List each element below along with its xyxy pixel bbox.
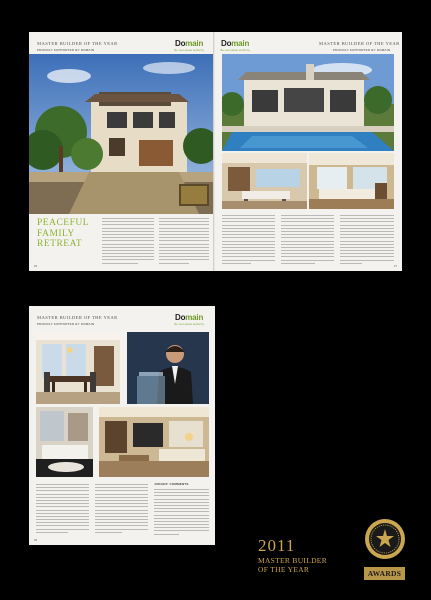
page-kicker: MASTER BUILDER OF THE YEAR [37, 315, 118, 320]
house-pool-photo [222, 54, 394, 151]
builder-portrait-photo [127, 332, 209, 404]
page-kicker-sub: PROUDLY SUPPORTED BY DOMAIN [333, 48, 391, 52]
award-seal-icon [364, 512, 406, 566]
headline-line: RETREAT [37, 239, 83, 249]
body-text-column [159, 218, 209, 264]
magazine-page-single [29, 306, 215, 545]
body-text-column [340, 215, 394, 264]
page-number: 27 [393, 264, 397, 268]
award-year: 2011 [258, 536, 296, 555]
domain-logo: Domain [175, 39, 204, 48]
award-tab: AWARDS [364, 567, 405, 580]
page-kicker: MASTER BUILDER OF THE YEAR [37, 41, 118, 46]
body-text-column [281, 215, 334, 264]
body-text-column [95, 484, 148, 533]
body-text-column [154, 489, 209, 535]
lounge-photo [99, 407, 209, 477]
page-number: 26 [34, 264, 38, 268]
living-room-photo [309, 153, 394, 209]
domain-logo-tagline: the real estate authority [220, 49, 250, 52]
page-kicker: MASTER BUILDER OF THE YEAR [319, 41, 400, 46]
magazine-page-left [29, 32, 215, 271]
domain-logo: Domain [221, 39, 250, 48]
article-headline [37, 218, 99, 250]
domain-logo-tagline: the real estate authority [174, 49, 204, 52]
page-number: 28 [34, 538, 38, 542]
award-title-line-2: OF THE YEAR [258, 565, 310, 574]
award-title-line-1: MASTER BUILDER [258, 556, 327, 565]
dining-room-photo [36, 332, 120, 404]
page-kicker-sub: PROUDLY SUPPORTED BY DOMAIN [37, 322, 95, 326]
headline-line: FAMILY [37, 228, 75, 239]
judges-comments-subhead: JUDGES' COMMENTS [154, 482, 189, 486]
headline-line: PEACEFUL [37, 218, 90, 228]
body-text-column [102, 218, 154, 264]
body-text-column [36, 484, 89, 533]
award-badge [258, 512, 408, 584]
domain-logo: Domain [175, 313, 204, 322]
house-exterior-photo [29, 54, 215, 214]
magazine-page-right [215, 32, 402, 271]
bathroom-photo [36, 407, 93, 477]
page-kicker-sub: PROUDLY SUPPORTED BY DOMAIN [37, 48, 95, 52]
domain-logo-tagline: the real estate authority [174, 323, 204, 326]
body-text-column [222, 215, 275, 264]
kitchen-photo [222, 153, 307, 209]
